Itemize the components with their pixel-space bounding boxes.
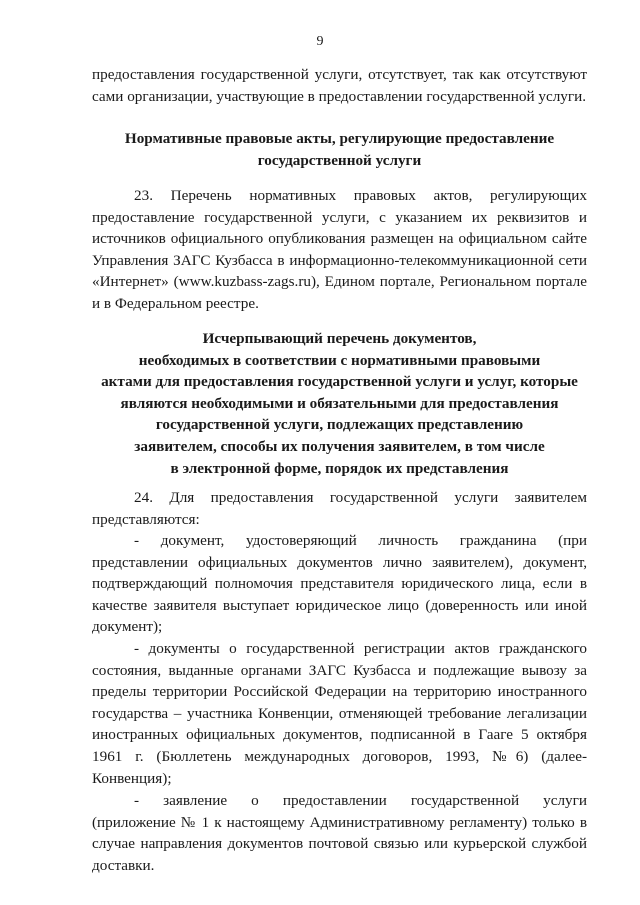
text-line: состояния, выданные органами ЗАГС Кузбасса и подлежащие вывозу за: [92, 661, 587, 679]
heading-line: государственной услуги, подлежащих представлению: [155, 416, 524, 434]
list-item-registration-documents: [92, 638, 587, 789]
list-item-identity-document: [92, 530, 587, 638]
text-line: Управления ЗАГС Кузбасса в информационно-телекоммуникационной сети: [92, 251, 587, 269]
text-line: представлении официальных документов лично заявителем), документ,: [92, 553, 587, 571]
text-line: Конвенция);: [92, 769, 172, 787]
section-heading-normative-acts: [92, 128, 587, 171]
paragraph-23: [92, 185, 587, 315]
text-line: качестве заявителя выступает юридическое лицо (доверенность или иной: [92, 596, 587, 614]
heading-line: необходимых в соответствии с нормативными правовыми: [138, 351, 541, 369]
text-line: и в Федеральном реестре.: [92, 294, 259, 312]
paragraph-24: [92, 487, 587, 530]
intro-paragraph: [92, 64, 587, 107]
text-line: доставки.: [92, 856, 155, 874]
heading-line: актами для предоставления государственной услуги и услуг, которые: [101, 373, 578, 391]
section-heading-documents-list: [92, 328, 587, 479]
text-line: иностранных официальных документов, подписанной в Гааге 5 октября: [92, 726, 587, 744]
heading-line: являются необходимыми и обязательными для предоставления: [120, 394, 559, 412]
text-line: «Интернет» (www.kuzbass-zags.ru), Едином портале, Региональном портале: [92, 273, 587, 291]
text-line: государства – участника Конвенции, отменяющей требование легализации: [92, 704, 587, 722]
heading-line: заявителем, способы их получения заявителем, в том числе: [134, 437, 545, 455]
text-line: - документы о государственной регистрации актов гражданского: [134, 640, 587, 657]
text-line: документ);: [92, 618, 163, 636]
heading-line: в электронной форме, порядок их представления: [170, 459, 509, 477]
page-number: 9: [316, 34, 324, 49]
heading-line: государственной услуги: [257, 151, 422, 169]
text-line: 23. Перечень нормативных правовых актов, регулирующих: [134, 187, 587, 204]
text-line: предоставления государственной услуги, отсутствует, так как отсутствуют: [92, 66, 587, 83]
text-line: 24. Для предоставления государственной услуги заявителем: [134, 489, 587, 506]
text-line: случае направления документов почтовой связью или курьерской службой: [92, 835, 587, 853]
heading-line: Нормативные правовые акты, регулирующие предоставление: [124, 130, 555, 147]
text-line: пределы территории Российской Федерации на территорию иностранного: [92, 683, 587, 701]
heading-line: Исчерпывающий перечень документов,: [202, 330, 477, 347]
list-item-application: [92, 790, 587, 876]
text-line: - заявление о предоставлении государственной услуги: [134, 792, 587, 809]
text-line: представляются:: [92, 510, 200, 528]
text-line: 1961 г. (Бюллетень международных договоров, 1993, №6) (далее-: [92, 747, 587, 765]
text-line: (приложение № 1 к настоящему Административному регламенту) только в: [92, 813, 587, 831]
text-line: сами организации, участвующие в предоставлении государственной услуги.: [92, 87, 587, 105]
text-line: подтверждающий полномочия представителя юридического лица, если в: [92, 575, 587, 593]
text-line: предоставление государственной услуги, с указанием их реквизитов и: [92, 208, 587, 226]
text-line: источников официального опубликования размещен на официальном сайте: [92, 230, 587, 248]
text-line: - документ, удостоверяющий личность гражданина (при: [134, 532, 587, 549]
